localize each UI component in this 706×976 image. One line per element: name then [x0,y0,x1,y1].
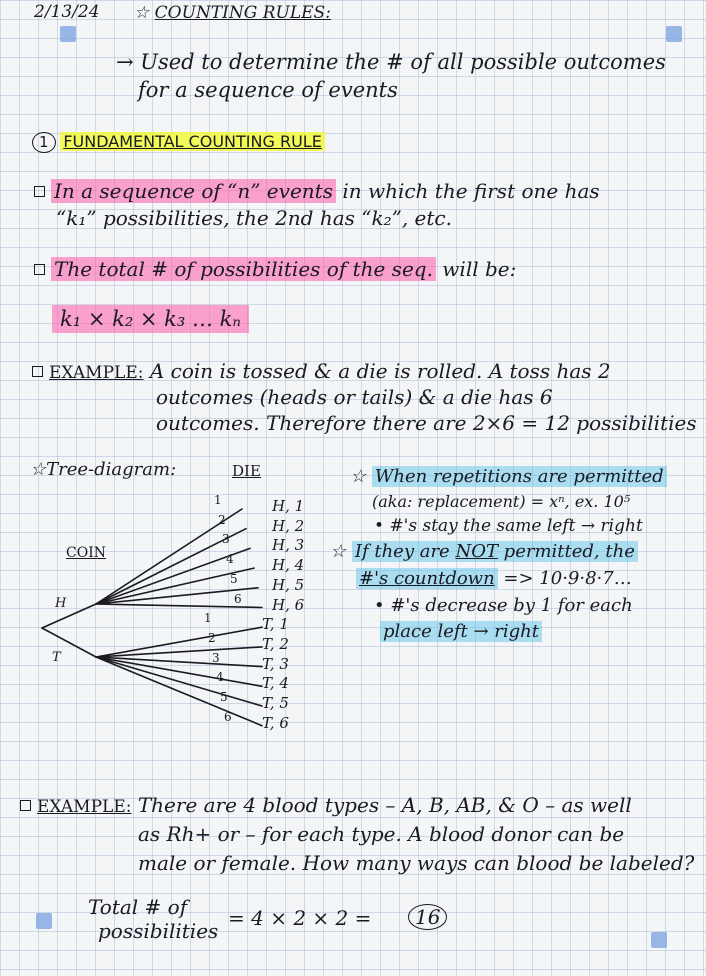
outcome-label: T, 4 [262,674,289,693]
example-2-line-3: male or female. How many ways can blood be labeled? [138,851,695,875]
branch-number: 2 [208,630,216,645]
outcome-label: H, 6 [272,595,305,614]
die-label: DIE [232,462,261,480]
outcome-label: T, 3 [262,654,289,673]
h-label: H [55,596,67,611]
branch-number: 3 [222,532,230,547]
tree-branch [96,657,262,726]
outcome-label: T, 5 [262,694,289,712]
outcome-label: H, 3 [272,536,305,555]
t-label: T [52,650,61,665]
date: 2/13/24 [34,2,100,22]
section-title: 1 FUNDAMENTAL COUNTING RULE [32,132,325,153]
repetition-note-line-2: (aka: replacement) = xⁿ, ex. 10⁵ [372,492,631,511]
repetition-note: ☆ When repetitions are permitted [350,468,667,486]
example-1-line-2: outcomes (heads or tails) & a die has 6 [156,385,553,409]
branch-number: 1 [214,493,222,507]
tree-label: ☆Tree-diagram: [30,459,177,480]
page-title: ☆ COUNTING RULES: [134,3,331,23]
tree-branch [42,604,96,628]
outcome-label: T, 6 [262,713,289,732]
branch-number: 3 [212,650,220,665]
example-2-line-1: EXAMPLE: There are 4 blood types – A, B, AB, & O – as well [20,795,632,816]
branch-number: 2 [218,512,226,527]
no-repetition-bullet-line-2: place left → right [380,623,542,641]
example-1-line-1: EXAMPLE: A coin is tossed & a die is rolled. A toss has 2 [32,361,611,382]
intro-line-2: for a sequence of events [138,78,398,102]
repetition-bullet: • #'s stay the same left → right [374,516,643,536]
outcome-label: H, 1 [272,497,305,515]
outcome-label: H, 5 [272,575,305,594]
outcome-label: H, 2 [272,516,305,535]
branch-number: 5 [220,690,228,704]
outcome-label: H, 4 [272,556,305,575]
total-answer: 16 [408,904,447,930]
branch-number: 4 [216,670,224,685]
no-repetition-bullet: • #'s decrease by 1 for each [374,595,633,616]
outcome-label: T, 2 [262,634,289,653]
example-2-line-2: as Rh+ or – for each type. A blood donor can be [138,822,625,846]
branch-number: 1 [204,611,212,626]
total-label-line-2: possibilities [98,919,219,943]
total-label-line-1: Total # of [88,895,188,919]
branch-number: 6 [234,591,242,606]
rule-bullet-2: The total # of possibilities of the seq. will be: [34,259,516,279]
example-1-line-3: outcomes. Therefore there are 2×6 = 12 possibilities [156,411,697,435]
tree-branch [42,628,96,657]
branch-number: 4 [226,552,234,567]
outcome-label: T, 1 [262,615,289,634]
no-repetition-note: ☆ If they are NOT permitted, the [330,543,638,561]
star-icon: ☆ [330,541,352,562]
no-repetition-note-line-2: #'s countdown => 10·9·8·7… [356,570,632,588]
checkbox-icon [20,800,31,811]
intro-line-1: → Used to determine the # of all possible outcomes [116,50,666,74]
rule-bullet-1: In a sequence of “n” events in which the first one has [34,181,600,201]
branch-number: 5 [230,571,238,586]
formula: k₁ × k₂ × k₃ … kₙ [52,309,249,330]
arrow-icon: → [116,50,141,74]
bullet-icon: • [374,595,391,616]
star-icon: ☆ [30,459,47,480]
star-icon: ☆ [134,3,155,23]
coin-label: COIN [66,545,106,561]
star-icon: ☆ [350,466,372,487]
bullet-icon: • [374,516,390,536]
branch-number: 6 [224,709,232,724]
rule-bullet-1-line-2: “k₁” possibilities, the 2nd has “k₂”, etc. [56,206,452,230]
total-equation: = 4 × 2 × 2 = [228,906,372,930]
